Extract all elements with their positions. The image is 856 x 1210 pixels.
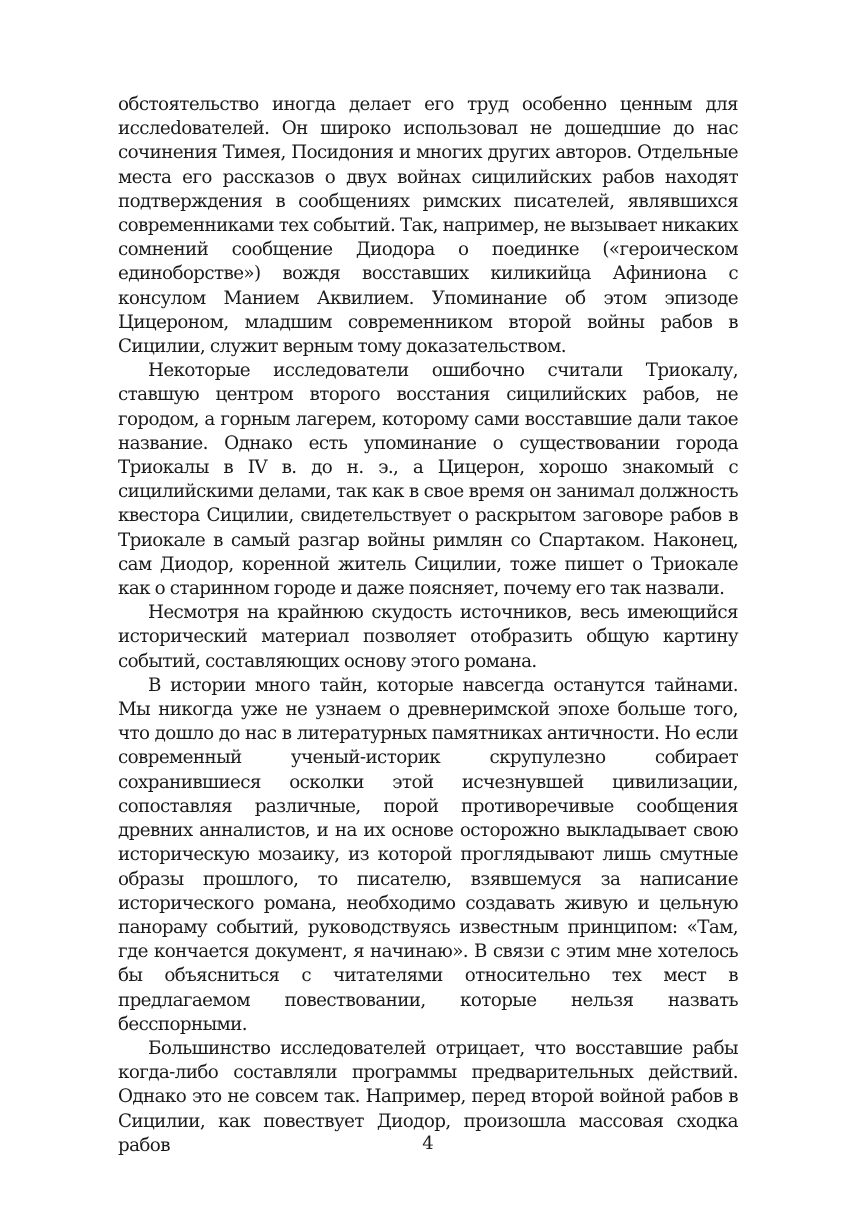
paragraph-5: Большинство исследователей отрицает, что восставшие рабы когда-либо составляли программы предварительных действий. Однако это не совсем так. Например, перед второй войной рабов в Сицилии, как повествует Диодор, произошла массовая сходка рабов bbox=[118, 1037, 738, 1156]
paragraph-1: обстоятельство иногда делает его труд особенно ценным для исслеdователей. Он широко использовал не дошедшие до нас сочинения Тимея, Посидония и многих других авторов. Отдельные места его рассказов о двух войнах сицилийских рабов находят подтверждения в сообщениях римских писателей, являвшихся современниками тех событий. Так, например, не вызывает никаких сомнений сообщение Диодора о поединке («героическом единоборстве») вождя восставших киликийца Афиниона с консулом Манием Аквилием. Упоминание об этом эпизоде Цицероном, младшим современником второй войны рабов в Сицилии, служит верным тому доказательством. bbox=[118, 94, 738, 358]
paragraph-2: Некоторые исследователи ошибочно считали Триокалу, ставшую центром второго восстания сицилийских рабов, не городом, а горным лагерем, которому сами восставшие дали такое название. Однако есть упоминание о существовании города Триокалы в IV в. до н. э., а Цицерон, хорошо знакомый с сицилийскими делами, так как в свое время он занимал должность квестора Сицилии, свидетельствует о раскрытом заговоре рабов в Триокале в самый разгар войны римлян со Спартаком. Наконец, сам Диодор, коренной житель Сицилии, тоже пишет о Триокале как о старинном городе и даже поясняет, почему его так назвали. bbox=[118, 360, 738, 600]
page-number: 4 bbox=[422, 1133, 434, 1154]
body-text bbox=[118, 93, 738, 1158]
paragraph-3: Несмотря на крайнюю скудость источников, весь имеющийся исторический материал позволяет отобразить общую картину событий, составляющих основу этого романа. bbox=[118, 602, 738, 672]
paragraph-4: В истории много тайн, которые навсегда останутся тайнами. Мы никогда уже не узнаем о древнеримской эпохе больше того, что дошло до нас в литературных памятниках античности. Но если современный ученый-историк скрупулезно собирает сохранившиеся осколки этой исчезнувшей цивилизации, сопоставляя различные, порой противоречивые сообщения древних анналистов, и на их основе осторожно выкладывает свою историческую мозаику, из которой проглядывают лишь смутные образы прошлого, то писателю, взявшемуся за написание исторического романа, необходимо создавать живую и цельную панораму событий, руководствуясь известным принципом: «Там, где кончается документ, я начинаю». В связи с этим мне хотелось бы объясниться с читателями относительно тех мест в предлагаемом повествовании, которые нельзя назвать бесспорными. bbox=[118, 674, 738, 1035]
